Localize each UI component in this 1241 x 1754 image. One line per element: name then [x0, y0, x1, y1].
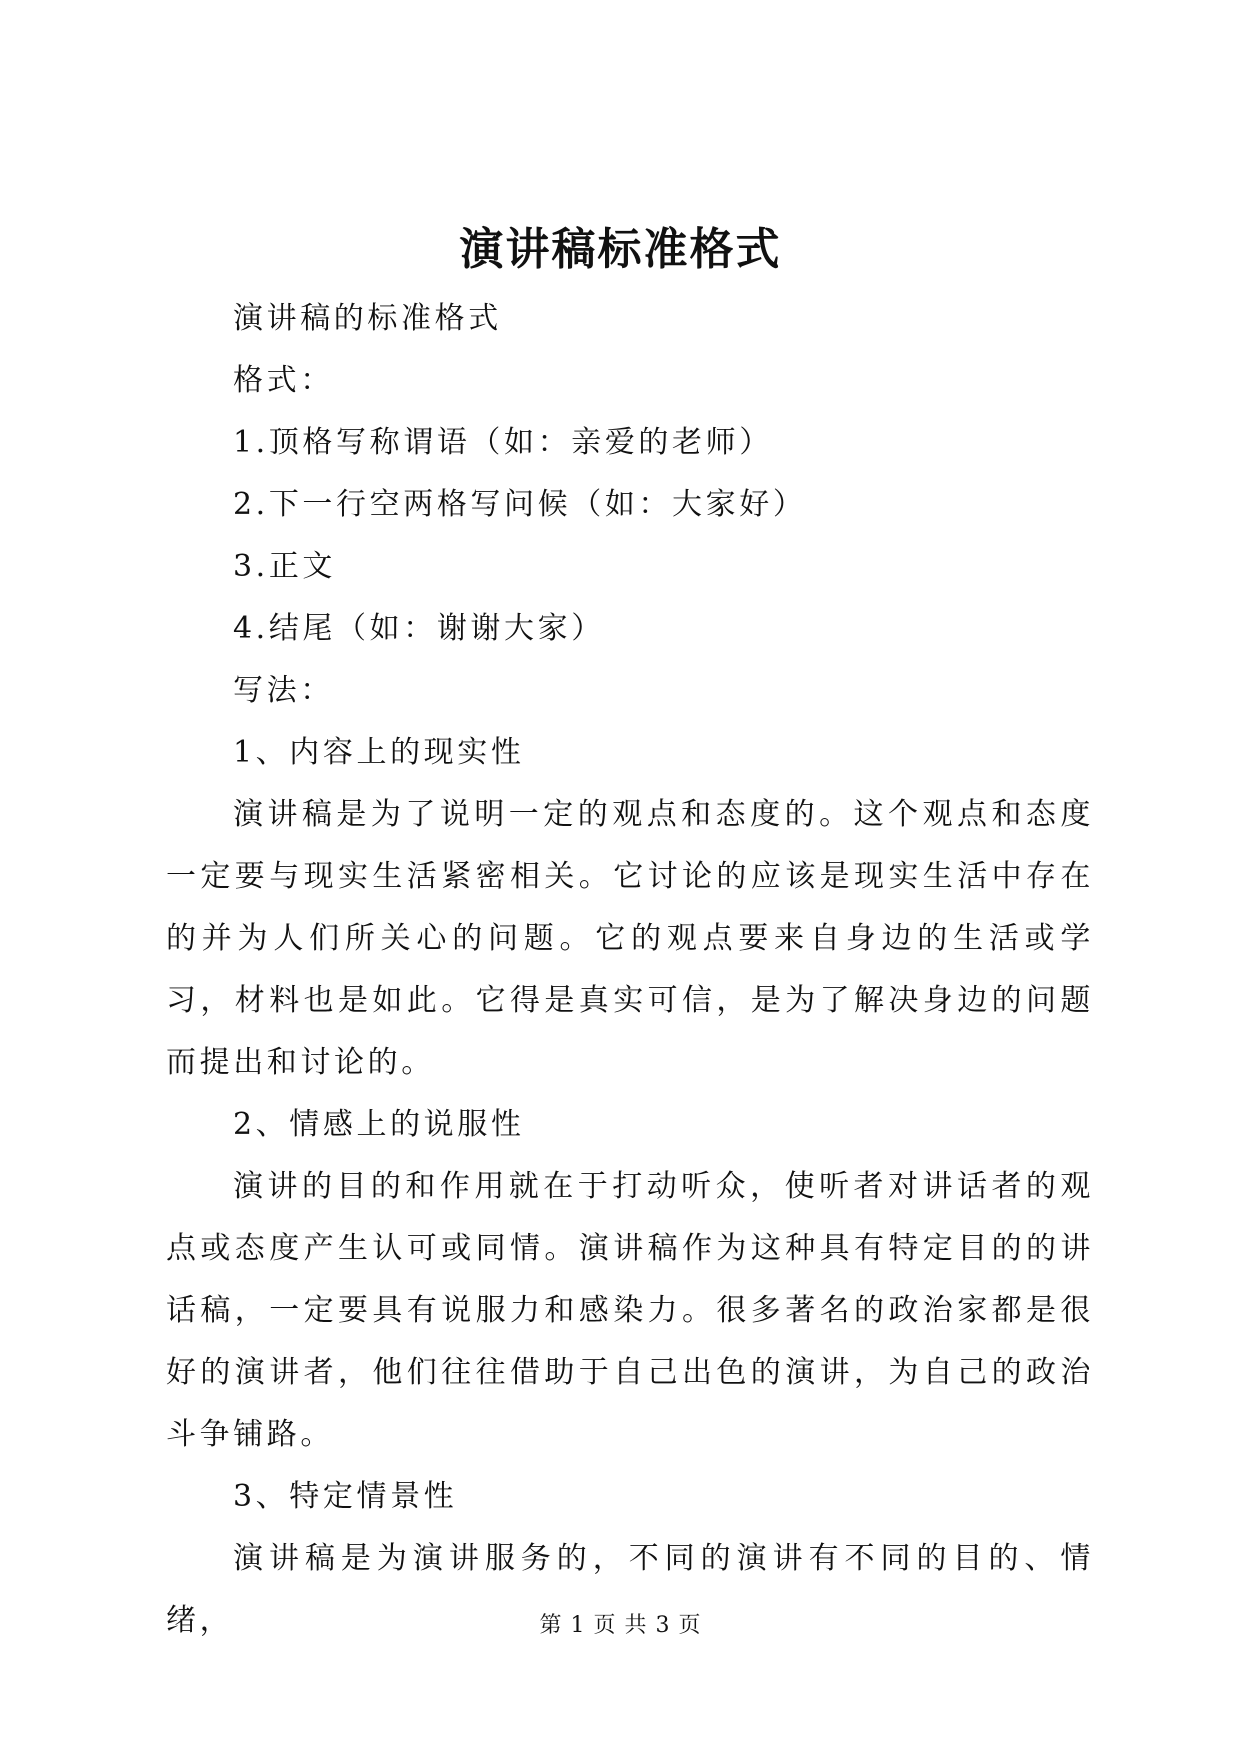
list-item: 1.顶格写称谓语（如：亲爱的老师）	[233, 425, 773, 460]
paragraph: 演讲的目的和作用就在于打动听众，使听者对讲话者的观点或态度产生认可或同情。演讲稿作为这种具有特定目的的讲话稿，一定要具有说服力和感染力。很多著名的政治家都是很好的演讲者，他们往往借助于自己出色的演讲，为自己的政治斗争铺路。	[166, 1169, 1094, 1452]
list-item: 4.结尾（如：谢谢大家）	[233, 611, 605, 646]
page-footer: 第 1 页 共 3 页	[539, 1613, 702, 1638]
list-item: 2.下一行空两格写问候（如：大家好）	[233, 487, 807, 522]
document-body	[166, 288, 1094, 1652]
paragraph: 写法：	[233, 673, 334, 708]
document-title: 演讲稿标准格式	[459, 224, 782, 275]
paragraph: 格式：	[233, 363, 334, 398]
paragraph: 演讲稿的标准格式	[233, 301, 502, 336]
paragraph: 演讲稿是为了说明一定的观点和态度的。这个观点和态度一定要与现实生活紧密相关。它讨论的应该是现实生活中存在的并为人们所关心的问题。它的观点要来自身边的生活或学习，材料也是如此。它得是真实可信，是为了解决身边的问题而提出和讨论的。	[166, 797, 1094, 1080]
section-heading: 3、特定情景性	[233, 1479, 458, 1514]
paragraph: 演讲稿是为演讲服务的，不同的演讲有不同的目的、情绪，	[166, 1541, 1094, 1638]
section-heading: 2、情感上的说服性	[233, 1107, 525, 1142]
section-heading: 1、内容上的现实性	[233, 735, 525, 770]
list-item: 3.正文	[233, 549, 337, 584]
